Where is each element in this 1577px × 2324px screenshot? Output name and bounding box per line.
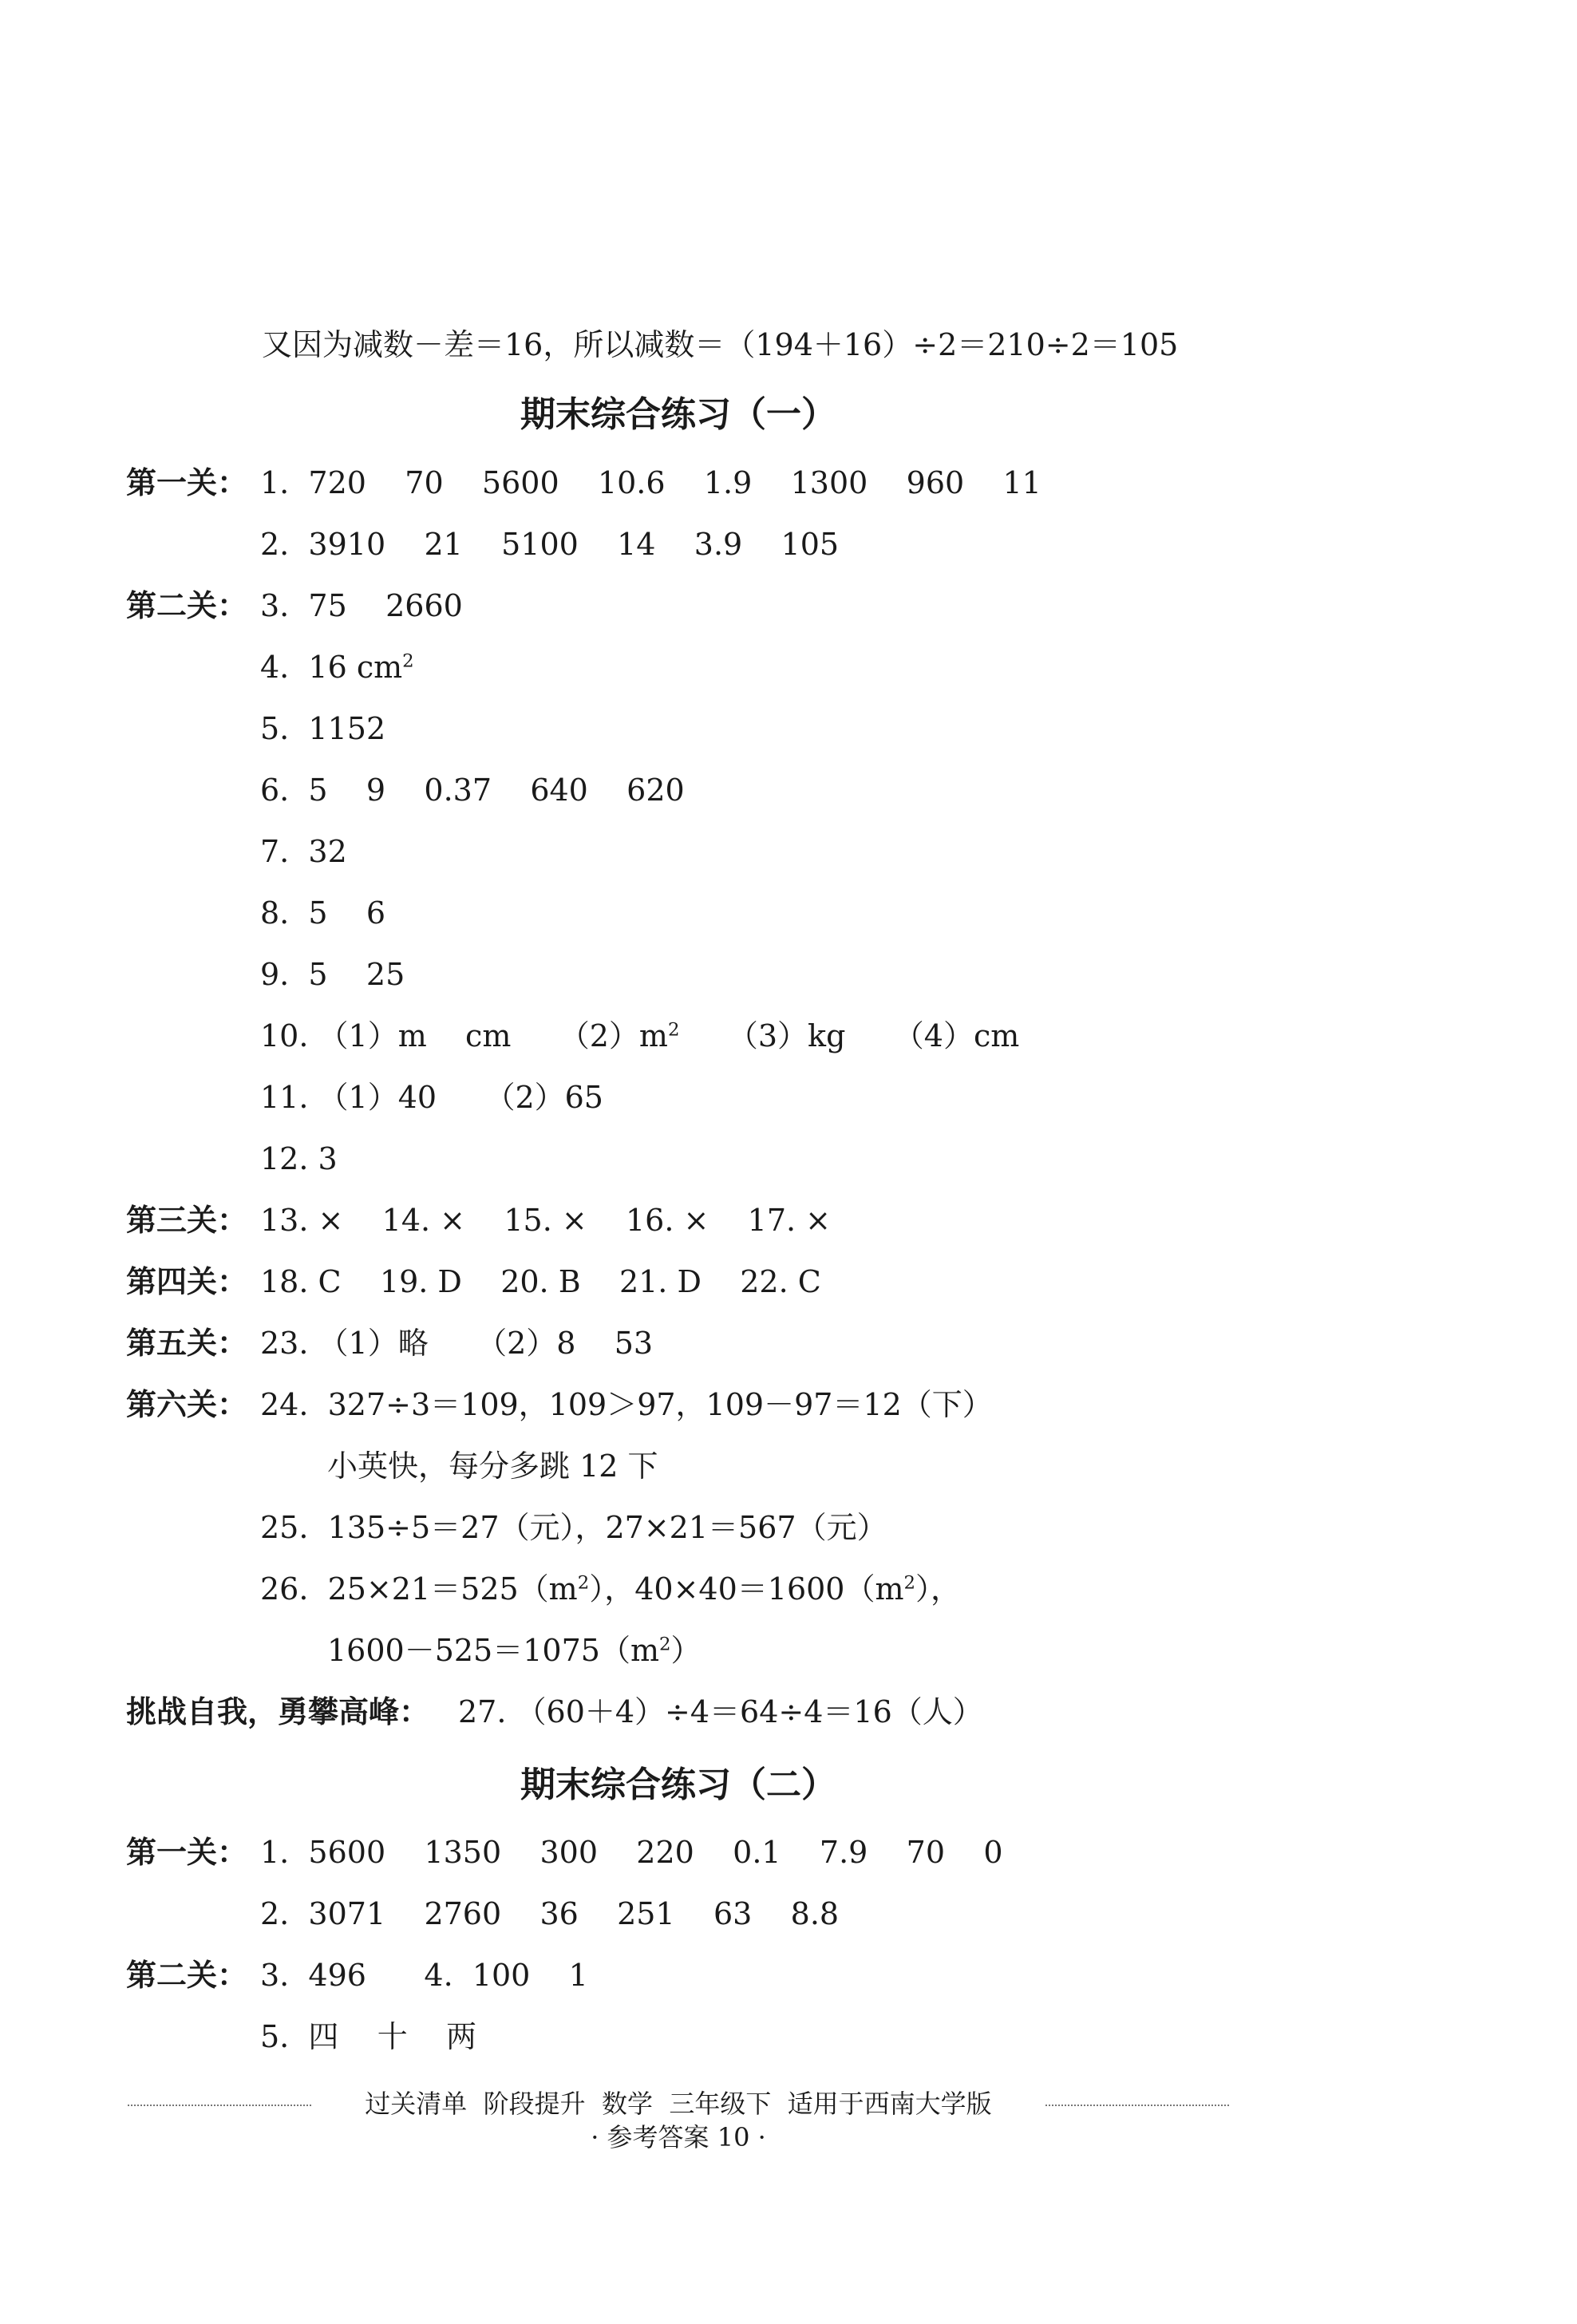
s2-row-2: 2. 3071 2760 36 251 63 8.8 bbox=[260, 1896, 840, 1931]
intro-line: 又因为减数－差＝16，所以减数＝（194＋16）÷2＝210÷2＝105 bbox=[262, 327, 1179, 362]
section-2-label-2: 第二关： bbox=[126, 1958, 248, 1993]
s1-row-24: 24. 327÷3＝109，109＞97，109－97＝12（下） bbox=[260, 1387, 993, 1422]
s2-row-3: 3. 496 4. 100 1 bbox=[260, 1958, 588, 1993]
section-1-label-5: 第五关： bbox=[126, 1326, 248, 1361]
footer-page-number: · 参考答案 10 · bbox=[591, 2122, 766, 2152]
section-1-label-6: 第六关： bbox=[126, 1387, 248, 1422]
s1-row-23: 23. （1）略 （2）8 53 bbox=[260, 1326, 654, 1361]
s1-row-25: 25. 135÷5＝27（元），27×21＝567（元） bbox=[260, 1510, 887, 1545]
s1-row-4: 4. 16 $cm^2$ bbox=[260, 650, 414, 685]
s1-row-18: 18. C 19. D 20. B 21. D 22. C bbox=[260, 1264, 821, 1299]
s1-row-5: 5. 1152 bbox=[260, 711, 386, 746]
section-1-label-7: 挑战自我，勇攀高峰： bbox=[126, 1694, 430, 1729]
section-1-label-4: 第四关： bbox=[126, 1264, 248, 1299]
s1-row-13: 13. × 14. × 15. × 16. × 17. × bbox=[260, 1203, 832, 1238]
s1-row-26-cont: $1600-525=1075(m^2)$ bbox=[327, 1633, 702, 1668]
section-1-label-2: 第二关： bbox=[126, 588, 248, 623]
section-1-title: 期末综合练习（一） bbox=[520, 394, 836, 435]
section-2-label-1: 第一关： bbox=[126, 1835, 248, 1870]
s2-row-5: 5. 四 十 两 bbox=[260, 2019, 477, 2054]
s1-row-26: 26. $25\times 21=525(m^2)$，$40\times 40=1600(m^2)$， bbox=[260, 1571, 962, 1607]
footer-title: 过关清单 阶段提升 数学 三年级下 适用于西南大学版 bbox=[365, 2089, 992, 2119]
s1-row-2: 2. 3910 21 5100 14 3.9 105 bbox=[260, 527, 840, 562]
s1-row-1: 1. 720 70 5600 10.6 1.9 1300 960 11 bbox=[260, 465, 1041, 500]
s1-row-27: 27. （60＋4）÷4＝64÷4＝16（人） bbox=[458, 1694, 983, 1729]
s1-row-3: 3. 75 2660 bbox=[260, 588, 463, 623]
s1-row-11: 11. （1）40 （2）65 bbox=[260, 1080, 603, 1115]
section-1-label-3: 第三关： bbox=[126, 1203, 248, 1238]
s1-row-24-answer: 小英快，每分多跳 12 下 bbox=[327, 1449, 658, 1484]
section-1-label-1: 第一关： bbox=[126, 465, 248, 500]
s1-row-7: 7. 32 bbox=[260, 834, 347, 869]
s1-row-9: 9. 5 25 bbox=[260, 957, 405, 992]
s1-row-8: 8. 5 6 bbox=[260, 895, 386, 931]
section-2-title: 期末综合练习（二） bbox=[520, 1765, 836, 1805]
s2-row-1: 1. 5600 1350 300 220 0.1 7.9 70 0 bbox=[260, 1835, 1003, 1870]
s1-row-10: 10. （1）m cm $(2)m^2$ （3）kg （4）cm bbox=[260, 1018, 1020, 1053]
s1-row-12: 12. 3 bbox=[260, 1141, 338, 1176]
s1-row-6: 6. 5 9 0.37 640 620 bbox=[260, 773, 685, 808]
